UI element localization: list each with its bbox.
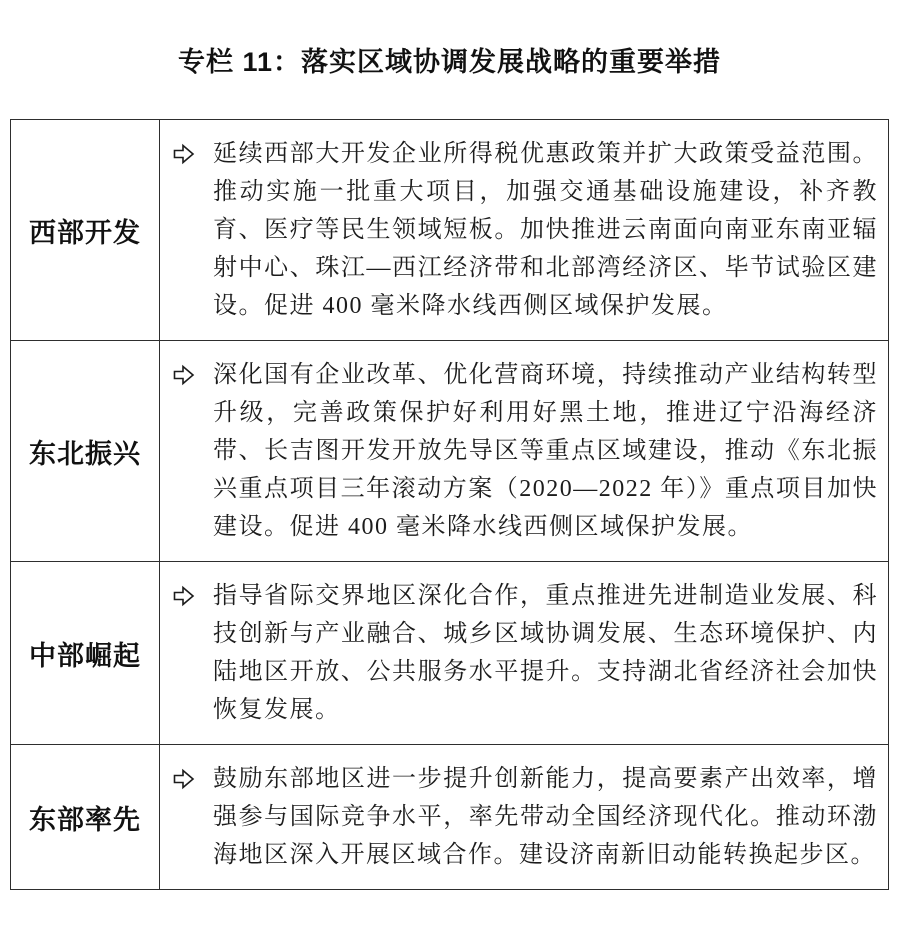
measure-text: 指导省际交界地区深化合作，重点推进先进制造业发展、科技创新与产业融合、城乡区域协调发展、生态环境保护、内陆地区开放、公共服务水平提升。支持湖北省经济社会加快恢复发展。 [213,583,878,723]
measures-table [10,119,889,890]
rightwards-white-arrow-icon [172,363,196,387]
measure-text: 延续西部大开发企业所得税优惠政策并扩大政策受益范围。推动实施一批重大项目，加强交通基础设施建设，补齐教育、医疗等民生领域短板。加快推进云南面向南亚东南亚辐射中心、珠江—西江经济带和北部湾经济区、毕节试验区建设。促进 400 毫米降水线西侧区域保护发展。 [213,141,878,319]
table-row [11,120,889,341]
measure-text: 深化国有企业改革、优化营商环境，持续推动产业结构转型升级，完善政策保护好利用好黑土地，推进辽宁沿海经济带、长吉图开发开放先导区等重点区域建设，推动《东北振兴重点项目三年滚动方案（2020—2022 年）》重点项目加快建设。促进 400 毫米降水线西侧区域保护发展。 [213,362,878,540]
region-content-cell [160,745,889,890]
region-label-west: 西部开发 [11,120,160,341]
table-row [11,341,889,562]
rightwards-white-arrow-icon [172,142,196,166]
table-row [11,562,889,745]
region-label-central: 中部崛起 [11,562,160,745]
region-label-northeast: 东北振兴 [11,341,160,562]
page-title: 专栏 11：落实区域协调发展战略的重要举措 [177,47,722,77]
measure-text: 鼓励东部地区进一步提升创新能力，提高要素产出效率，增强参与国际竞争水平，率先带动全国经济现代化。推动环渤海地区深入开展区域合作。建设济南新旧动能转换起步区。 [213,766,878,868]
region-content-cell [160,120,889,341]
rightwards-white-arrow-icon [172,767,196,791]
region-content-cell [160,341,889,562]
rightwards-white-arrow-icon [172,584,196,608]
table-row [11,745,889,890]
region-label-east: 东部率先 [11,745,160,890]
region-content-cell [160,562,889,745]
